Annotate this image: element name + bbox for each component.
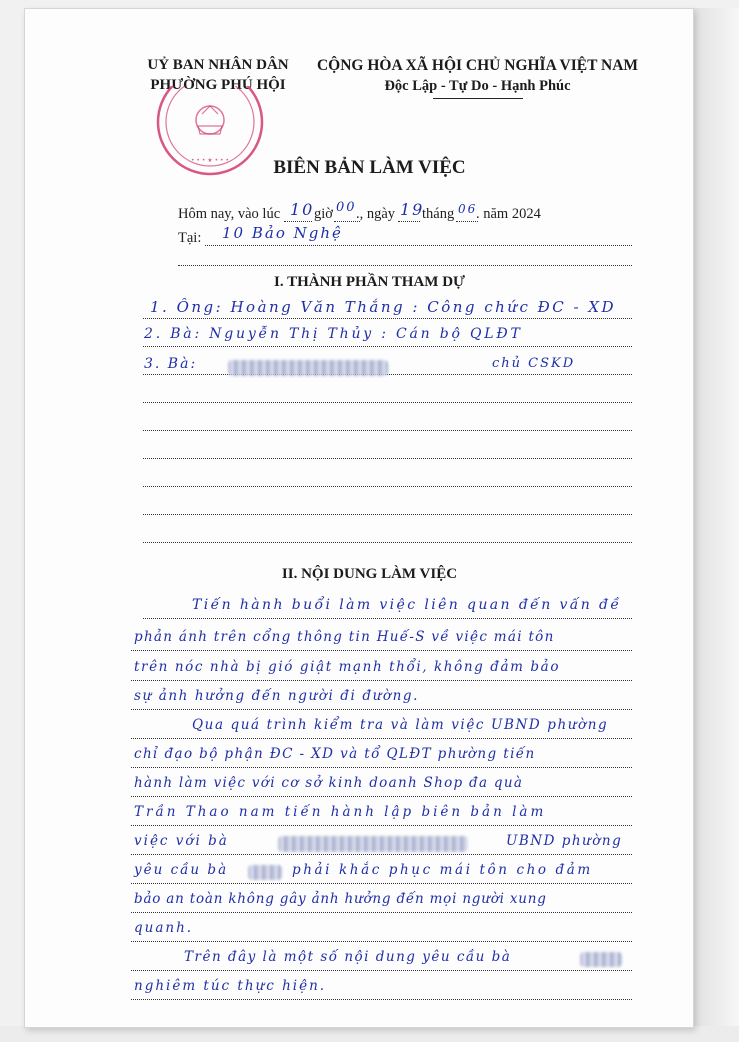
content-line-12: quanh. [134, 920, 194, 936]
month-value: 06 [458, 202, 478, 216]
content-line-3: trên nóc nhà bị gió giật mạnh thổi, không đảm bảo [134, 659, 561, 675]
dotline [143, 430, 632, 431]
content-line-11: bảo an toàn không gây ảnh hưởng đến mọi người xung [134, 891, 547, 907]
dotline [143, 514, 632, 515]
minute-value: 00 [336, 200, 357, 215]
document-title: BIÊN BẢN LÀM VIỆC [273, 157, 466, 178]
nation-title: CỘNG HÒA XÃ HỘI CHỦ NGHĨA VIỆT NAM [316, 57, 639, 74]
scan-bottom-shadow [0, 1026, 739, 1042]
content-line-13: Trên đây là một số nội dung yêu cầu bà [184, 949, 512, 965]
hour-label: giờ [314, 206, 333, 222]
dotline [131, 854, 632, 855]
dotline [143, 618, 632, 619]
participant-2: 2. Bà: Nguyễn Thị Thủy : Cán bộ QLĐT [144, 326, 523, 342]
dotline [131, 709, 632, 710]
location-value: 10 Bảo Nghệ [222, 224, 343, 242]
section1-heading: I. THÀNH PHẦN THAM DỰ [274, 274, 465, 290]
dotline [143, 402, 632, 403]
dotline [143, 542, 632, 543]
redacted-name [228, 360, 388, 376]
org-name-line1: UỶ BAN NHÂN DÂN [147, 57, 289, 73]
dotline [131, 680, 632, 681]
day-label: ., ngày [356, 206, 396, 222]
dotline [131, 767, 632, 768]
redacted-name [580, 952, 622, 967]
content-line-10b: phải khắc phục mái tôn cho đảm [292, 862, 593, 878]
org-name-line2: PHƯỜNG PHÚ HỘI [150, 77, 286, 93]
dotline [131, 825, 632, 826]
dotline [131, 912, 632, 913]
dotline [143, 486, 632, 487]
dotline [284, 221, 312, 222]
dotline [131, 650, 632, 651]
participant-1: 1. Ông: Hoàng Văn Thắng : Công chức ĐC - XD [150, 298, 617, 316]
dotline [143, 374, 632, 375]
dotline [143, 346, 632, 347]
content-line-4: sự ảnh hưởng đến người đi đường. [134, 688, 420, 704]
dotline [143, 458, 632, 459]
dotline [143, 318, 632, 319]
dotline [131, 883, 632, 884]
svg-text:• • • ★ • • •: • • • ★ • • • [190, 157, 230, 164]
redacted-name [248, 865, 282, 880]
content-line-7: hành làm việc với cơ sở kinh doanh Shop đa quà [134, 775, 524, 791]
dotline [131, 796, 632, 797]
content-line-14: nghiêm túc thực hiện. [134, 978, 327, 994]
hour-value: 10 [290, 200, 315, 219]
content-line-5: Qua quá trình kiểm tra và làm việc UBND phường [192, 717, 609, 733]
section2-heading: II. NỘI DUNG LÀM VIỆC [281, 566, 458, 582]
dotline [178, 265, 632, 266]
motto-underline [433, 98, 523, 99]
day-value: 19 [400, 200, 425, 219]
dotline [131, 970, 632, 971]
dotline [398, 221, 420, 222]
content-line-8: Trần Thao nam tiến hành lập biên bản làm [134, 804, 547, 820]
redacted-name [278, 836, 468, 852]
nation-motto: Độc Lập - Tự Do - Hạnh Phúc [384, 78, 571, 94]
location-label: Tại: [178, 230, 202, 246]
dotline [131, 738, 632, 739]
intro-prefix: Hôm nay, vào lúc [178, 206, 281, 222]
participant-3-role: chủ CSKD [492, 356, 576, 371]
year-label: . năm 2024 [476, 206, 541, 222]
dotline [131, 999, 632, 1000]
dotline [205, 245, 632, 246]
content-line-1: Tiến hành buổi làm việc liên quan đến vấn đề [192, 597, 622, 613]
dotline [456, 221, 478, 222]
month-label: tháng [422, 206, 455, 222]
content-line-2: phản ánh trên cổng thông tin Huế-S về việc mái tôn [134, 629, 555, 645]
dotline [131, 941, 632, 942]
content-line-10: yêu cầu bà [134, 862, 229, 878]
content-line-6: chỉ đạo bộ phận ĐC - XD và tổ QLĐT phường tiến [134, 746, 536, 762]
content-line-9: việc với bà [134, 833, 229, 849]
participant-3-title: 3. Bà: [144, 356, 198, 372]
content-line-9b: UBND phường [506, 833, 623, 849]
